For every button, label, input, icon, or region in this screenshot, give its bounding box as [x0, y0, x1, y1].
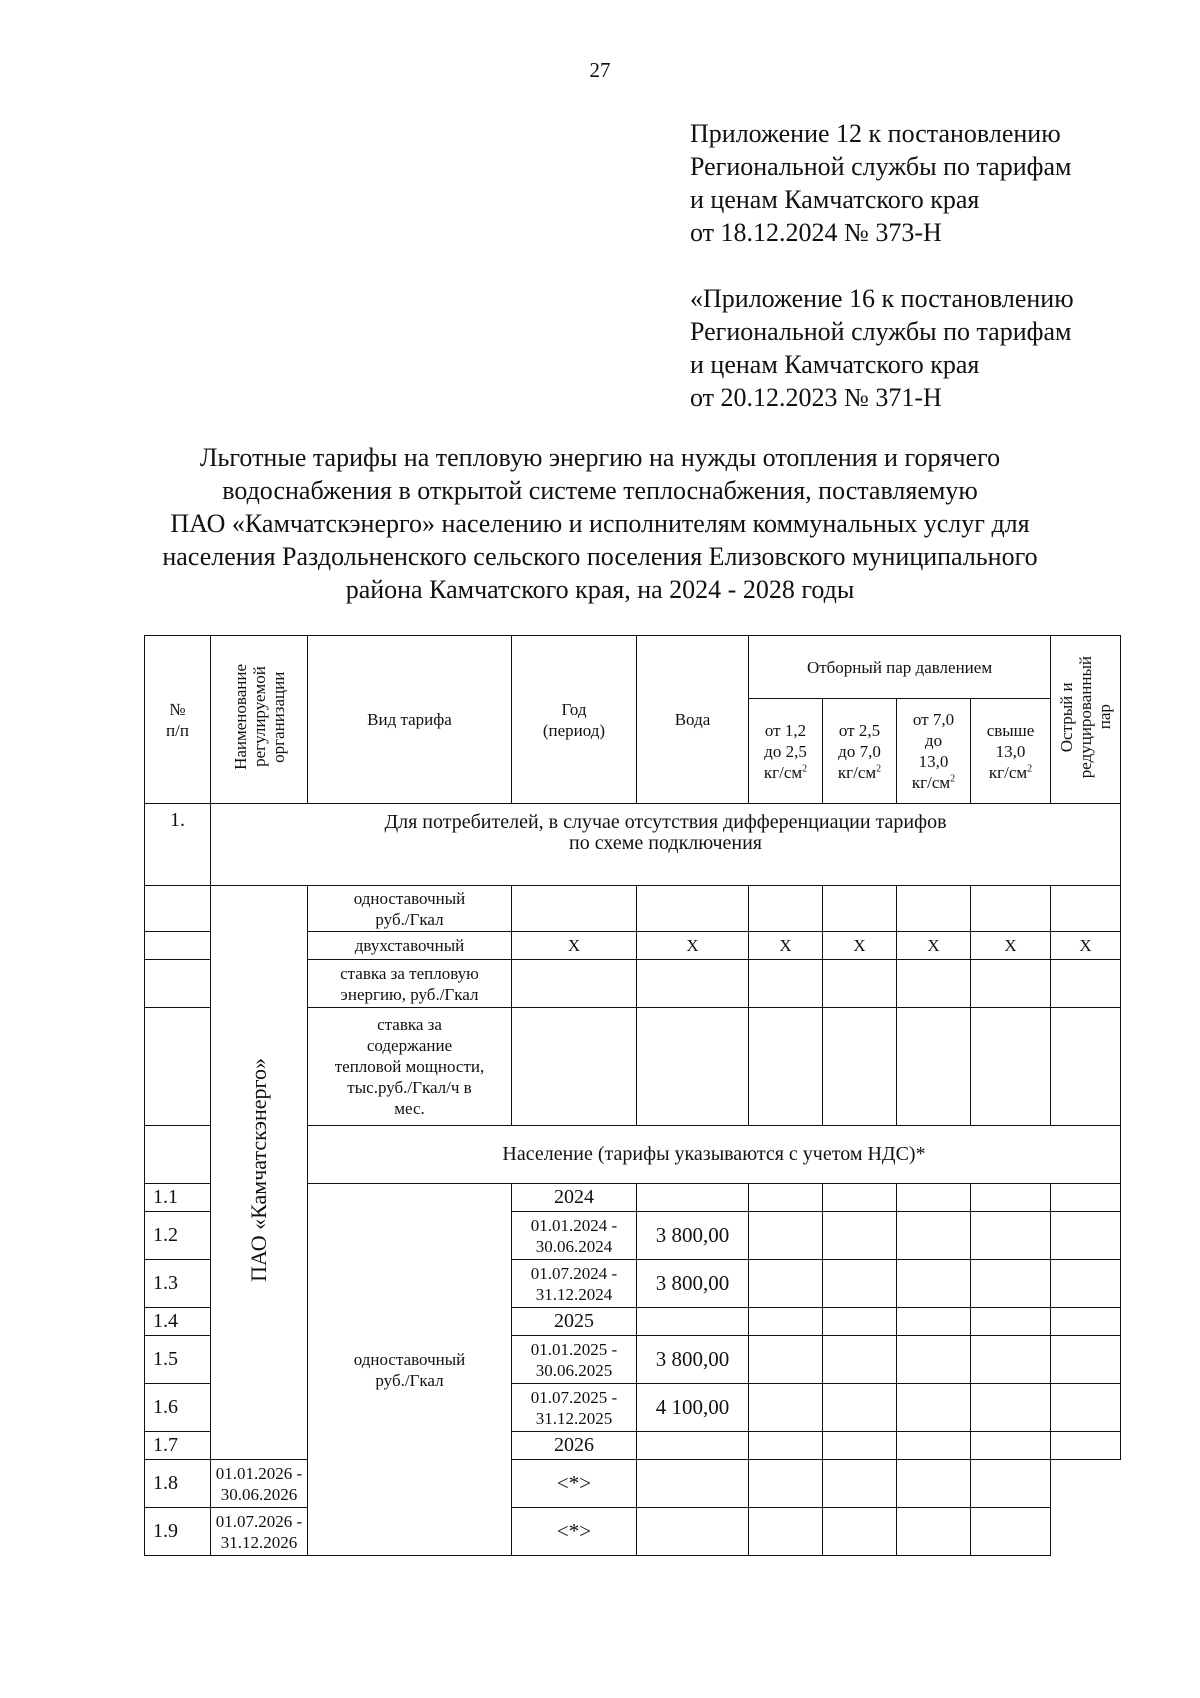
value-cell	[971, 1308, 1051, 1336]
value-cell	[823, 886, 897, 932]
header-water: Вода	[637, 636, 749, 804]
value-cell	[1051, 1336, 1121, 1384]
tariff-one-rate-text: одноставочный руб./Гкал	[353, 888, 466, 929]
value-cell	[971, 1336, 1051, 1384]
row-num-empty	[145, 1008, 211, 1126]
section-title-text: Для потребителей, в случае отсутствия дифференциации тарифов по схеме подключения	[384, 811, 947, 854]
annex-current-line: и ценам Камчатского края	[690, 185, 980, 214]
water-tariff-value: 4 100,00	[637, 1384, 749, 1432]
population-title: Население (тарифы указываются с учетом НДС)*	[308, 1126, 1121, 1184]
value-cell	[897, 1260, 971, 1308]
value-cell	[1051, 886, 1121, 932]
value-cell	[749, 1384, 823, 1432]
value-cell	[971, 886, 1051, 932]
row-number: 1.4	[145, 1308, 211, 1336]
value-cell	[749, 1008, 823, 1126]
row-num-empty	[145, 1126, 211, 1184]
value-cell	[1051, 960, 1121, 1008]
water-tariff-value: <*>	[512, 1460, 637, 1508]
x-mark: X	[512, 932, 637, 960]
header-steam-3	[897, 699, 971, 804]
header-steam-1	[749, 699, 823, 804]
tariff-capacity-rate-text: ставка за содержание тепловой мощности, тыс.руб./Гкал/ч в мес.	[334, 1015, 485, 1118]
value-cell	[897, 1336, 971, 1384]
period-year: 2026	[512, 1432, 637, 1460]
value-cell	[823, 1336, 897, 1384]
value-cell	[749, 1336, 823, 1384]
water-tariff-value	[637, 1308, 749, 1336]
header-steam-1-text: от 1,2 до 2,5 кг/см	[763, 720, 807, 782]
header-tariff-type: Вид тарифа	[308, 636, 512, 804]
header-year-text: Год (период)	[542, 699, 606, 740]
x-mark: X	[897, 932, 971, 960]
header-org-text: Наименование регулируемой организации	[230, 664, 288, 770]
value-cell	[971, 1260, 1051, 1308]
water-tariff-value: 3 800,00	[637, 1336, 749, 1384]
value-cell	[897, 1460, 971, 1508]
period-range: 01.01.2025 - 30.06.2025	[512, 1336, 637, 1384]
superscript-2: 2	[1027, 762, 1033, 774]
row-number: 1.7	[145, 1432, 211, 1460]
value-cell	[749, 1184, 823, 1212]
value-cell	[637, 886, 749, 932]
value-cell	[971, 960, 1051, 1008]
row-number: 1.3	[145, 1260, 211, 1308]
value-cell	[897, 1212, 971, 1260]
header-steam-4-text: свыше 13,0 кг/см	[986, 720, 1035, 782]
row-num-empty	[145, 886, 211, 932]
value-cell	[749, 1508, 823, 1556]
annex-original-line: от 20.12.2023 № 371-Н	[690, 383, 942, 412]
value-cell	[897, 1432, 971, 1460]
value-cell	[749, 1432, 823, 1460]
value-cell	[512, 960, 637, 1008]
value-cell	[1051, 1184, 1121, 1212]
tariff-table-body	[145, 636, 1121, 1556]
title-line: водоснабжения в открытой системе теплоснабжения, поставляемую	[222, 476, 978, 505]
period-year: 2024	[512, 1184, 637, 1212]
header-steam-2-text: от 2,5 до 7,0 кг/см	[837, 720, 881, 782]
table-row	[145, 1508, 1121, 1556]
value-cell	[749, 1260, 823, 1308]
annex-current-block	[690, 117, 1071, 249]
x-mark: X	[971, 932, 1051, 960]
document-title	[120, 441, 1080, 606]
header-org	[211, 636, 308, 804]
section-num: 1.	[145, 804, 211, 886]
value-cell	[637, 1460, 749, 1508]
water-tariff-value: <*>	[512, 1508, 637, 1556]
value-cell	[637, 1008, 749, 1126]
period-range: 01.07.2025 - 31.12.2025	[512, 1384, 637, 1432]
annex-original-line: и ценам Камчатского края	[690, 350, 980, 379]
value-cell	[1051, 1308, 1121, 1336]
period-range: 01.01.2024 - 30.06.2024	[512, 1212, 637, 1260]
title-line: района Камчатского края, на 2024 - 2028 годы	[345, 575, 855, 604]
header-num-text: № п/п	[166, 699, 189, 740]
water-tariff-value: 3 800,00	[637, 1260, 749, 1308]
value-cell	[897, 1384, 971, 1432]
value-cell	[823, 1008, 897, 1126]
value-cell	[897, 1008, 971, 1126]
value-cell	[749, 1308, 823, 1336]
section-title	[211, 804, 1121, 886]
row-number: 1.1	[145, 1184, 211, 1212]
x-mark: X	[823, 932, 897, 960]
header-num	[145, 636, 211, 804]
value-cell	[512, 1008, 637, 1126]
tariff-two-rate: двухставочный	[308, 932, 512, 960]
table-row	[145, 1460, 1121, 1508]
water-tariff-value	[637, 1432, 749, 1460]
value-cell	[749, 1460, 823, 1508]
organization-name	[211, 886, 308, 1460]
value-cell	[1051, 1432, 1121, 1460]
value-cell	[971, 1432, 1051, 1460]
value-cell	[897, 1508, 971, 1556]
value-cell	[749, 960, 823, 1008]
title-line: Льготные тарифы на тепловую энергию на нужды отопления и горячего	[199, 443, 1001, 472]
period-range: 01.07.2024 - 31.12.2024	[512, 1260, 637, 1308]
value-cell	[971, 1508, 1051, 1556]
row-number: 1.9	[145, 1508, 211, 1556]
value-cell	[823, 1460, 897, 1508]
water-tariff-value: 3 800,00	[637, 1212, 749, 1260]
value-cell	[823, 1508, 897, 1556]
value-cell	[637, 1508, 749, 1556]
annex-current-line: Приложение 12 к постановлению	[690, 119, 1061, 148]
title-line: ПАО «Камчатскэнерго» населению и исполнителям коммунальных услуг для	[170, 509, 1030, 538]
period-range: 01.07.2026 - 31.12.2026	[211, 1508, 308, 1556]
tariff-energy-rate-text: ставка за тепловую энергию, руб./Гкал	[340, 963, 479, 1004]
header-year	[512, 636, 637, 804]
header-sharp-steam	[1051, 636, 1121, 804]
population-tariff-type	[308, 1184, 512, 1556]
header-steam-4	[971, 699, 1051, 804]
period-range: 01.01.2026 - 30.06.2026	[211, 1460, 308, 1508]
value-cell	[512, 886, 637, 932]
tariff-table	[144, 635, 1121, 1556]
value-cell	[897, 1308, 971, 1336]
row-number: 1.2	[145, 1212, 211, 1260]
value-cell	[823, 1384, 897, 1432]
value-cell	[823, 1432, 897, 1460]
value-cell	[1051, 1008, 1121, 1126]
row-number: 1.6	[145, 1384, 211, 1432]
value-cell	[971, 1212, 1051, 1260]
row-num-empty	[145, 960, 211, 1008]
annex-original-block	[690, 282, 1074, 414]
annex-current-line: Региональной службы по тарифам	[690, 152, 1072, 181]
title-line: населения Раздольненского сельского поселения Елизовского муниципального	[162, 542, 1038, 571]
value-cell	[971, 1384, 1051, 1432]
value-cell	[637, 960, 749, 1008]
row-num-empty	[145, 932, 211, 960]
x-mark: X	[1051, 932, 1121, 960]
header-sharp-steam-text: Острый и редуцированный пар	[1057, 655, 1115, 779]
annex-original-line: Региональной службы по тарифам	[690, 317, 1072, 346]
value-cell	[971, 1184, 1051, 1212]
header-steam-2	[823, 699, 897, 804]
row-number: 1.8	[145, 1460, 211, 1508]
value-cell	[897, 1184, 971, 1212]
value-cell	[1051, 1260, 1121, 1308]
header-steam-group: Отборный пар давлением	[749, 636, 1051, 699]
page-number: 27	[589, 58, 611, 82]
value-cell	[823, 1308, 897, 1336]
tariff-one-rate	[308, 886, 512, 932]
population-tariff-type-text: одноставочный руб./Гкал	[353, 1349, 466, 1390]
value-cell	[971, 1460, 1051, 1508]
annex-current-line: от 18.12.2024 № 373-Н	[690, 218, 942, 247]
x-mark: X	[637, 932, 749, 960]
header-steam-3-text: от 7,0 до 13,0 кг/см	[911, 710, 955, 792]
value-cell	[749, 886, 823, 932]
water-tariff-value	[637, 1184, 749, 1212]
value-cell	[1051, 1212, 1121, 1260]
superscript-2: 2	[802, 762, 808, 774]
period-year: 2025	[512, 1308, 637, 1336]
organization-name-text: ПАО «Камчатскэнерго»	[246, 1058, 271, 1282]
value-cell	[1051, 1384, 1121, 1432]
value-cell	[971, 1008, 1051, 1126]
value-cell	[897, 960, 971, 1008]
superscript-2: 2	[876, 762, 882, 774]
value-cell	[749, 1212, 823, 1260]
value-cell	[823, 1212, 897, 1260]
value-cell	[823, 960, 897, 1008]
value-cell	[823, 1184, 897, 1212]
value-cell	[897, 886, 971, 932]
value-cell	[823, 1260, 897, 1308]
x-mark: X	[749, 932, 823, 960]
tariff-capacity-rate	[308, 1008, 512, 1126]
row-number: 1.5	[145, 1336, 211, 1384]
superscript-2: 2	[950, 773, 956, 785]
tariff-energy-rate	[308, 960, 512, 1008]
annex-original-line: «Приложение 16 к постановлению	[690, 284, 1074, 313]
